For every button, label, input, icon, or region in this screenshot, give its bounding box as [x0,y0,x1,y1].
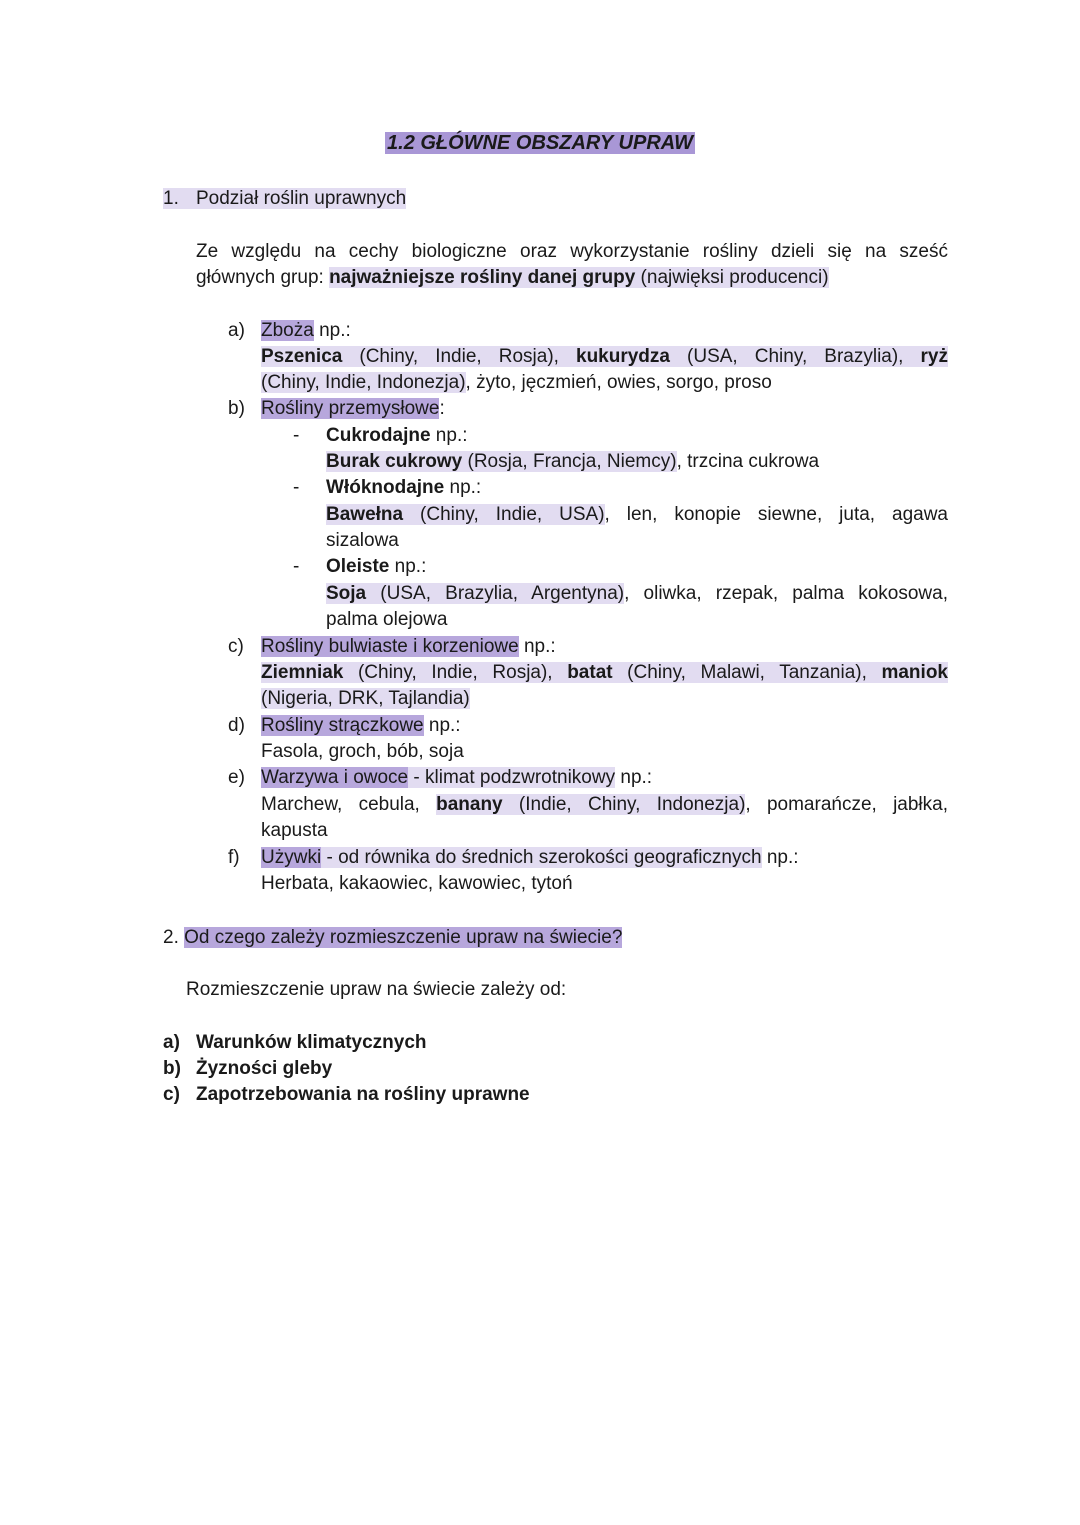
section-title: Podział roślin uprawnych [196,188,407,209]
group-name: Zboża [261,320,314,341]
factor-item: b) Żyzności gleby [163,1058,333,1079]
section-2-heading [163,925,963,951]
section-1-heading [163,186,963,212]
page-title: 1.2 GŁÓWNE OBSZARY UPRAW [387,132,693,154]
section-number: 1. [163,188,179,209]
section-2-intro: Rozmieszczenie upraw na świecie zależy od: [186,979,567,1000]
factor-item: a) Warunków klimatycznych [163,1032,427,1053]
group-name: Używki [261,847,322,868]
group-name: Rośliny bulwiaste i korzeniowe [261,636,519,657]
group-name: Warzywa i owoce [261,767,409,788]
group-name: Rośliny strączkowe [261,715,424,736]
group-name: Rośliny przemysłowe [261,398,440,419]
intro-paragraph: Ze względu na cechy biologiczne oraz wykorzystanie rośliny dzieli się na sześć głównych grup: najważniejsze rośliny danej grupy (najwięksi producenci) [196,241,948,288]
section-number: 2. [163,927,179,948]
factor-item: c) Zapotrzebowania na rośliny uprawne [163,1084,530,1105]
document-page: 1.2 GŁÓWNE OBSZARY UPRAW 1. Podział roślin uprawnych Ze względu na cechy biologiczne oraz wykorzystanie rośliny dzieli się na sześć głównych grup: najważniejsze rośliny danej grupy (najwięksi producenci) a) Zboża np.: Pszenica (Chiny, Indie, Rosja), kukurydza (USA, Chiny, Brazylia), ryż (Chiny, Indie, Indonezja), żyto, jęczmień, owies, sorgo, proso b) Rośliny przemysłowe: - Cukrodajne np.: Burak cukrowy (Rosja, Francja, Niemcy), trzcina cukrowa - Włóknodajne np.: Bawełna (Chiny, Indie, USA), len, konopie siewne, juta, agawa sizalowa - Oleiste np.: Soja (USA, Brazylia, Argentyna), oliwka, rzepak, palma kokosowa, palma olejowa c) Rośliny bulwiaste i korzeniowe np.: Ziemniak (Chiny, Indie, Rosja), batat (Chiny, Malawi, Tanzania), maniok (Nigeria, DRK, Tajlandia) d) Rośliny strączkowe np.: Fasola, groch, bób, soja e) Warzywa i owoce - klimat podzwrotnikowy np.: Marchew, cebula, banany (Indie, Chiny, Indonezja), pomarańcze, jabłka, kapusta f) Używki - od równika do średnich szerokości geograficznych np.: Herbata, kakaowiec, kawowiec, tytoń 2. Od czego zależy rozmieszczenie upraw na świecie? Rozmieszczenie upraw na świecie zależy od: a) Warunków klimatycznych b) Żyzności gleby c) Zapotrzebowania na rośliny uprawne [0,0,1080,1525]
section-title: Od czego zależy rozmieszczenie upraw na świecie? [184,927,623,948]
